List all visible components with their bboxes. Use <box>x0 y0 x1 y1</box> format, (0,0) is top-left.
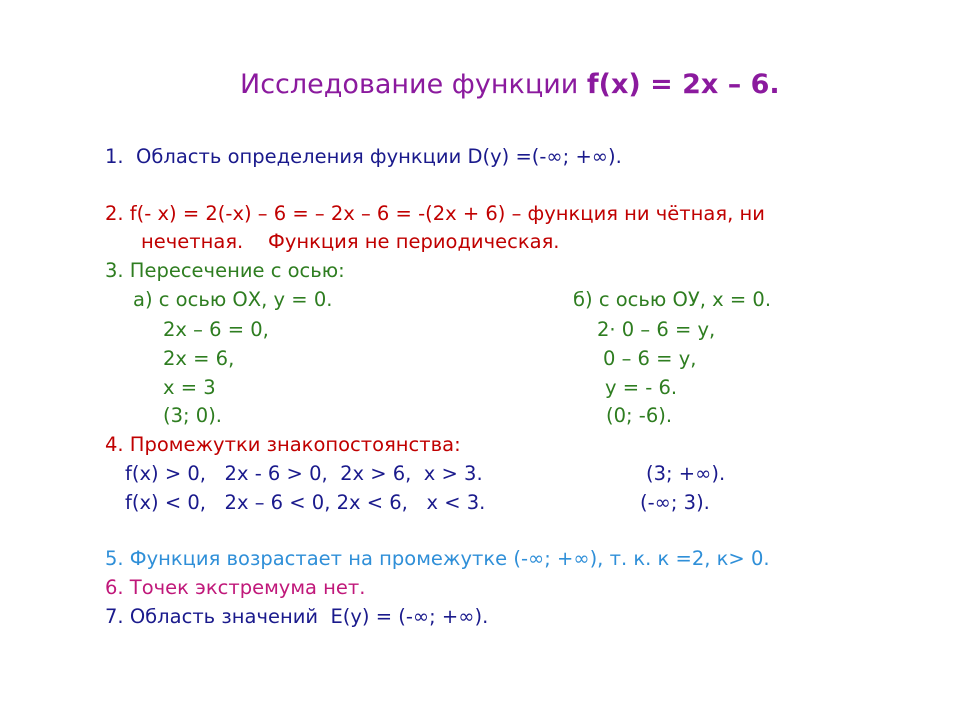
item-4-negative-interval: (-∞; 3). <box>640 491 710 514</box>
item-1-number: 1. <box>105 145 137 168</box>
item-3b-line: 2· 0 – 6 = у, <box>597 318 716 341</box>
item-3-heading: 3. Пересечение с осью: <box>105 259 345 282</box>
item-4-positive: f(x) > 0, 2x - 6 > 0, 2x > 6, x > 3. <box>125 462 483 485</box>
page-title <box>240 68 780 102</box>
item-7-text: Область значений Е(у) = (-∞; +∞). <box>129 605 489 628</box>
item-5: 5. Функция возрастает на промежутке (-∞; +∞), т. к. к =2, к> 0. <box>105 547 770 570</box>
title-formula: f(x) = 2x – 6. <box>586 69 780 100</box>
item-1-text: Область определения функции D(у) =(-∞; +∞). <box>136 145 622 168</box>
item-4-positive-interval: (3; +∞). <box>646 462 726 485</box>
item-4-negative: f(x) < 0, 2x – 6 < 0, 2x < 6, x < 3. <box>125 491 486 514</box>
item-1 <box>105 145 622 169</box>
item-3a-heading: а) с осью ОХ, у = 0. <box>133 288 333 311</box>
item-3a-line: 2х – 6 = 0, <box>163 318 269 341</box>
item-3b-line: 0 – 6 = у, <box>603 347 697 370</box>
item-2-line-2: нечетная. Функция не периодическая. <box>141 230 560 253</box>
item-7-number: 7. <box>105 605 130 628</box>
item-2-line-1: 2. f(- x) = 2(-x) – 6 = – 2x – 6 = -(2x + 6) – функция ни чётная, ни <box>105 202 765 225</box>
item-3b-line: у = - 6. <box>605 376 678 399</box>
item-3b-heading: б) с осью ОУ, х = 0. <box>573 288 772 311</box>
title-plain: Исследование функции <box>240 69 587 100</box>
item-3a-line: (3; 0). <box>163 404 222 427</box>
item-3a-line: х = 3 <box>163 376 216 399</box>
item-3b-line: (0; -6). <box>606 404 673 427</box>
item-4-heading: 4. Промежутки знакопостоянства: <box>105 433 461 456</box>
item-3a-line: 2х = 6, <box>163 347 235 370</box>
item-6: 6. Точек экстремума нет. <box>105 576 366 599</box>
item-7 <box>105 605 488 629</box>
